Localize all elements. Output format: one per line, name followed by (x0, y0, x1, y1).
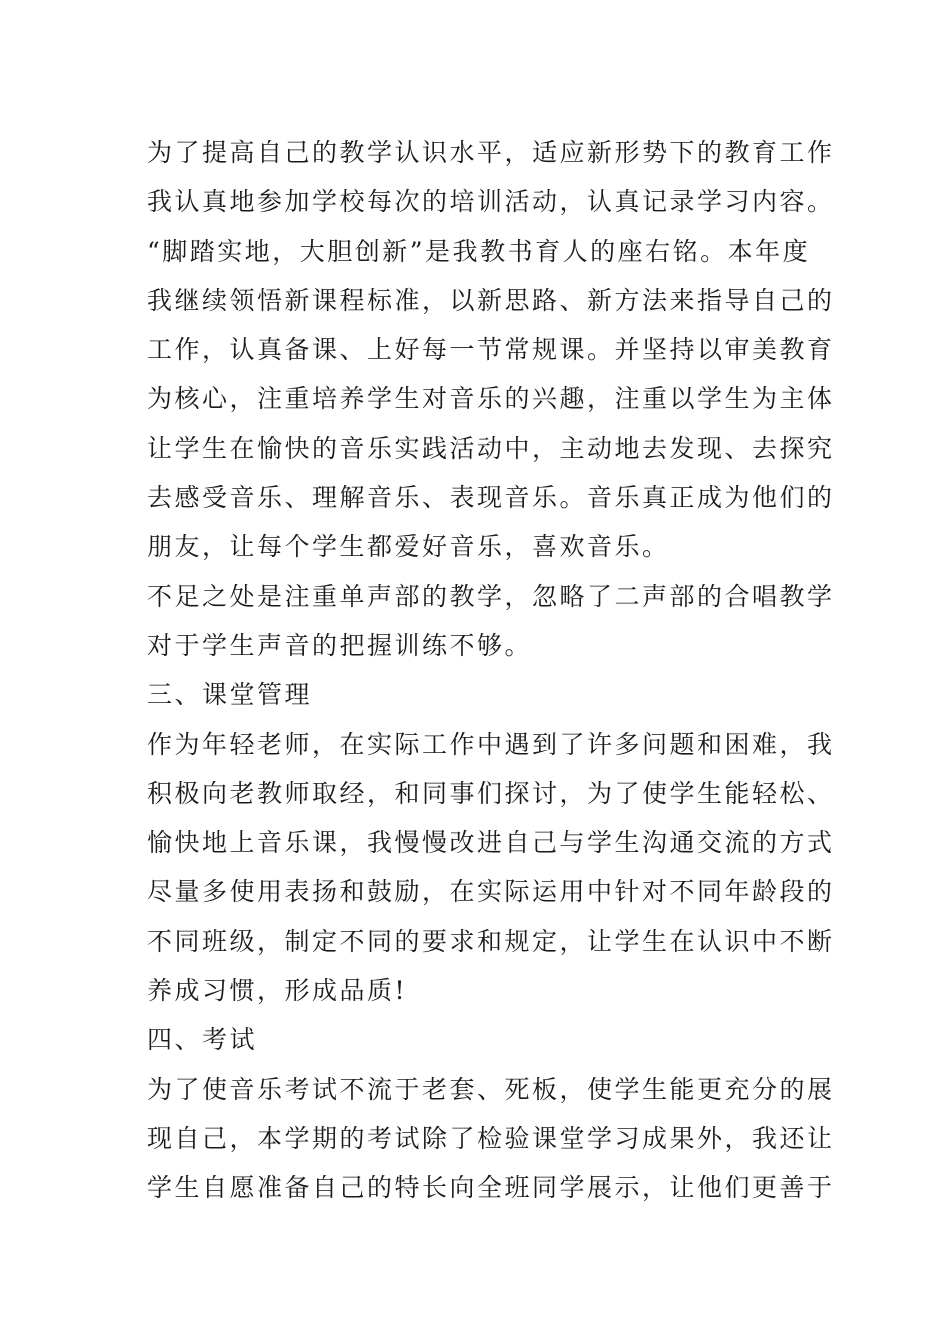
text-line: 积极向老教师取经，和同事们探讨，为了使学生能轻松、 (147, 778, 835, 808)
text-line: 朋友，让每个学生都爱好音乐，喜欢音乐。 (147, 532, 670, 562)
text-line: 为核心，注重培养学生对音乐的兴趣，注重以学生为主体 (147, 384, 835, 414)
section-heading: 三、课堂管理 (147, 680, 313, 710)
text-line: 为了提高自己的教学认识水平，适应新形势下的教育工作 (147, 138, 835, 167)
text-line: 尽量多使用表扬和鼓励，在实际运用中针对不同年龄段的 (147, 877, 835, 907)
text-line: 去感受音乐、理解音乐、表现音乐。音乐真正成为他们的 (147, 483, 835, 513)
text-line: 我继续领悟新课程标准，以新思路、新方法来指导自己的 (147, 285, 835, 315)
text-line: 愉快地上音乐课，我慢慢改进自己与学生沟通交流的方式 (147, 828, 835, 858)
text-line: 现自己，本学期的考试除了检验课堂学习成果外，我还让 (147, 1123, 835, 1153)
text-line: 为了使音乐考试不流于老套、死板，使学生能更充分的展 (147, 1074, 835, 1104)
text-line: 工作，认真备课、上好每一节常规课。并坚持以审美教育 (147, 335, 835, 365)
text-line: 作为年轻老师，在实际工作中遇到了许多问题和困难，我 (147, 729, 835, 759)
text-line: “脚踏实地，大胆创新”是我教书育人的座右铭。本年度 (147, 236, 811, 266)
text-line: 对于学生声音的把握训练不够。 (147, 630, 533, 660)
text-line: 学生自愿准备自己的特长向全班同学展示，让他们更善于 (147, 1173, 835, 1203)
text-line: 让学生在愉快的音乐实践活动中，主动地去发现、去探究 (147, 433, 835, 463)
text-line: 养成习惯，形成品质! (147, 976, 408, 1006)
text-line: 不同班级，制定不同的要求和规定，让学生在认识中不断 (147, 926, 835, 956)
text-line: 我认真地参加学校每次的培训活动，认真记录学习内容。 (147, 187, 835, 217)
section-heading: 四、考试 (147, 1025, 258, 1055)
document-body (147, 128, 835, 1213)
text-line: 不足之处是注重单声部的教学，忽略了二声部的合唱教学 (147, 581, 835, 611)
